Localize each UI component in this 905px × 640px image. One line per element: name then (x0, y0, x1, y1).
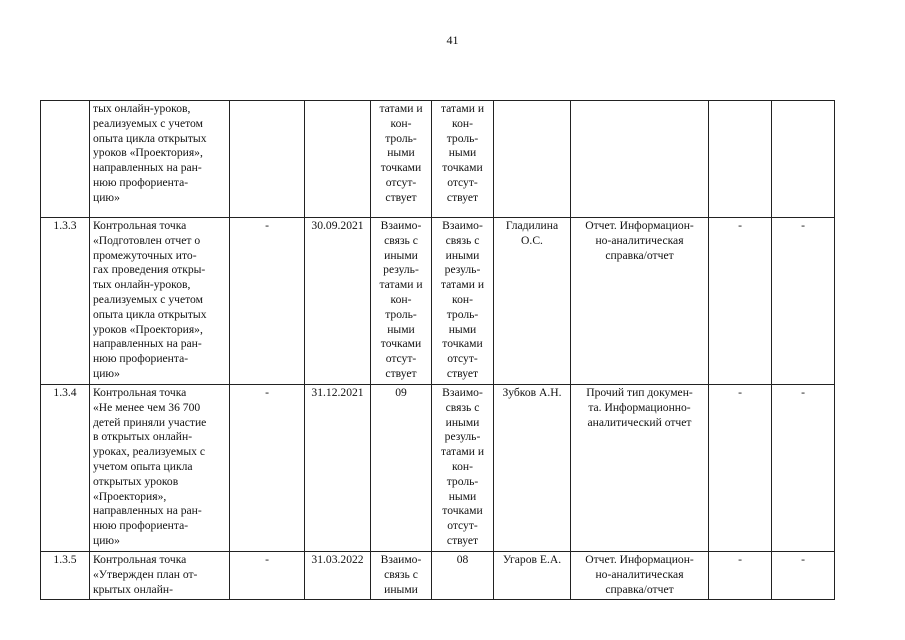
cell-name (90, 101, 230, 218)
table-row (41, 101, 835, 218)
cell-responsible-text: Угаров Е.А. (502, 553, 562, 566)
cell-document-type-text: Прочий тип докумен- та. Информационно- аналитический отчет (586, 386, 693, 429)
cell-document-type-text: Отчет. Информацион- но-аналитическая справка/отчет (585, 219, 694, 262)
cell-name (90, 552, 230, 600)
cell-start-date (230, 101, 305, 218)
table-row (41, 552, 835, 600)
cell-document-type-text: Отчет. Информацион- но-аналитическая справка/отчет (585, 553, 694, 596)
cell-successors (432, 218, 494, 385)
cell-predecessors-text: 09 (395, 386, 407, 399)
cell-extra (772, 101, 835, 218)
cell-control-level-text: - (738, 386, 742, 399)
cell-end-date (305, 101, 371, 218)
cell-predecessors (371, 552, 432, 600)
cell-document-type (571, 385, 709, 552)
cell-end-date-text: 31.03.2022 (311, 553, 364, 566)
cell-number-text: 1.3.3 (53, 219, 77, 232)
cell-end-date (305, 218, 371, 385)
cell-start-date-text: - (265, 219, 269, 232)
cell-name-text: тых онлайн-уроков, реализуемых с учетом опыта цикла открытых уроков «Проектория», направленных на ран- нюю профориента- цию» (93, 102, 207, 204)
cell-number (41, 552, 90, 600)
cell-responsible (494, 552, 571, 600)
cell-control-level (709, 218, 772, 385)
cell-start-date (230, 218, 305, 385)
cell-predecessors-text: Взаимо- связь с иными резуль- татами и кон- троль- ными точками отсут- ствует (379, 219, 423, 380)
cell-successors (432, 101, 494, 218)
table-row (41, 385, 835, 552)
cell-number-text: 1.3.5 (53, 553, 77, 566)
cell-control-level (709, 385, 772, 552)
cell-number (41, 218, 90, 385)
cell-predecessors-text: татами и кон- троль- ными точками отсут- ствует (379, 102, 423, 204)
cell-end-date (305, 552, 371, 600)
cell-number (41, 101, 90, 218)
cell-extra-text: - (801, 553, 805, 566)
cell-predecessors (371, 218, 432, 385)
cell-control-level (709, 101, 772, 218)
page-number: 41 (446, 33, 459, 47)
cell-start-date-text: - (265, 553, 269, 566)
cell-successors-text: Взаимо- связь с иными резуль- татами и кон- троль- ными точками отсут- ствует (440, 219, 485, 380)
cell-extra-text: - (801, 219, 805, 232)
cell-successors-text: татами и кон- троль- ными точками отсут- ствует (440, 102, 485, 204)
cell-document-type (571, 552, 709, 600)
cell-name-text: Контрольная точка «Подготовлен отчет о промежуточных ито- гах проведения откры- тых онлайн-уроков, реализуемых с учетом опыта цикла открытых уроков «Проектория», направленных на ран- нюю профориента- цию» (93, 219, 207, 380)
cell-name-text: Контрольная точка «Утвержден план от- крытых онлайн- (93, 553, 198, 596)
cell-extra-text: - (801, 386, 805, 399)
cell-successors (432, 385, 494, 552)
cell-end-date-text: 30.09.2021 (311, 219, 364, 232)
cell-extra (772, 552, 835, 600)
cell-end-date (305, 385, 371, 552)
cell-predecessors (371, 385, 432, 552)
cell-successors (432, 552, 494, 600)
cell-responsible-text: Гладилина О.С. (505, 219, 559, 247)
cell-name (90, 385, 230, 552)
cell-start-date-text: - (265, 386, 269, 399)
table-row (41, 218, 835, 385)
cell-successors-text: Взаимо- связь с иными резуль- татами и кон- троль- ными точками отсут- ствует (440, 386, 485, 547)
cell-start-date (230, 385, 305, 552)
cell-responsible (494, 218, 571, 385)
cell-document-type (571, 218, 709, 385)
cell-responsible (494, 385, 571, 552)
cell-control-level-text: - (738, 219, 742, 232)
cell-name (90, 218, 230, 385)
cell-extra (772, 218, 835, 385)
cell-responsible-text: Зубков А.Н. (502, 386, 562, 399)
cell-control-level (709, 552, 772, 600)
cell-control-level-text: - (738, 553, 742, 566)
cell-responsible (494, 101, 571, 218)
cell-predecessors (371, 101, 432, 218)
cell-number-text: 1.3.4 (53, 386, 77, 399)
cell-start-date (230, 552, 305, 600)
cell-extra (772, 385, 835, 552)
plan-table (40, 100, 835, 600)
cell-end-date-text: 31.12.2021 (311, 386, 364, 399)
cell-successors-text: 08 (456, 553, 469, 566)
cell-predecessors-text: Взаимо- связь с иными (380, 553, 422, 596)
cell-name-text: Контрольная точка «Не менее чем 36 700 детей приняли участие в открытых онлайн- уроках, реализуемых с учетом опыта цикла открытых уроков «Проектория», направленных на ран- нюю профориента- цию» (93, 386, 207, 547)
cell-number (41, 385, 90, 552)
cell-document-type (571, 101, 709, 218)
